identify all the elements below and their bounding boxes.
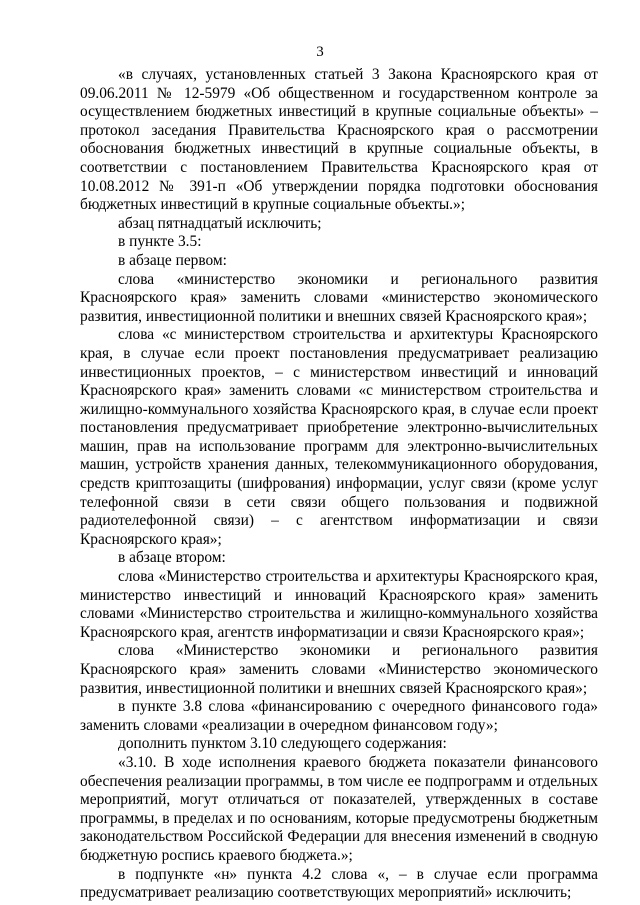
document-body xyxy=(80,66,598,903)
page-number: 3 xyxy=(316,44,324,60)
paragraph-3: в пункте 3.5: xyxy=(118,233,202,251)
paragraph-1: «в случаях, установленных статьей 3 Закона Красноярского края от 09.06.2011 № 12-5979 «Об общественном и государственном контроле за осуществлением бюджетных инвестиций в крупные социальные объекты» – протокол заседания Правительства Красноярского края о рассмотрении обоснования бюджетных инвестиций в крупные социальные объекты, в соответствии с постановлением Правительства Красноярского края от 10.08.2012 № 391-п «Об утверждении порядка подготовки обоснования бюджетных инвестиций в крупные социальные объекты.»; xyxy=(80,66,598,214)
paragraph-4: в абзаце первом: xyxy=(118,251,227,269)
paragraph-13: в подпункте «н» пункта 4.2 слова «, – в случае если программа предусматривает реализацию соответствующих мероприятий» исключить; xyxy=(80,865,598,902)
paragraph-8: слова «Министерство строительства и архитектуры Красноярского края, министерство инвестиций и инноваций Красноярского края» заменить словами «Министерство строительства и жилищно-коммунального хозяйства Красноярского края, агентств информатизации и связи Красноярского края»; xyxy=(80,568,598,641)
paragraph-7: в абзаце втором: xyxy=(118,549,226,567)
paragraph-12: «3.10. В ходе исполнения краевого бюджета показатели финансового обеспечения реализации программы, в том числе ее подпрограмм и отдельных мероприятий, могут отличаться от показателей, утвержденных в составе программы, в пределах и по основаниям, которые предусмотрены бюджетным законодательством Российской Федерации для внесения изменений в сводную бюджетную роспись краевого бюджета.»; xyxy=(80,753,598,864)
paragraph-10: в пункте 3.8 слова «финансированию с очередного финансового года» заменить словами «реализации в очередном финансовом году»; xyxy=(80,698,598,734)
paragraph-5: слова «министерство экономики и регионального развития Красноярского края» заменить словами «министерство экономического развития, инвестиционной политики и внешних связей Красноярского края»; xyxy=(80,270,598,325)
paragraph-2: абзац пятнадцатый исключить; xyxy=(118,214,322,232)
paragraph-11: дополнить пунктом 3.10 следующего содержания: xyxy=(118,735,447,753)
paragraph-6: слова «с министерством строительства и архитектуры Красноярского края, в случае если проект постановления предусматривает реализацию инвестиционных проектов, – с министерством инвестиций и инноваций Красноярского края» заменить словами «с министерством строительства и жилищно-коммунального хозяйства Красноярского края, в случае если проект постановления предусматривает приобретение электронно-вычислительных машин, прав на использование программ для электронно-вычислительных машин, устройств хранения данных, телекоммуникационного оборудования, средств криптозащиты (шифрования) информации, услуг связи (кроме услуг телефонной связи в сети связи общего пользования и подвижной радиотелефонной связи) – с агентством информатизации и связи Красноярского края»; xyxy=(80,326,598,548)
paragraph-9: слова «Министерство экономики и регионального развития Красноярского края» заменить словами «Министерство экономического развития, инвестиционной политики и внешних связей Красноярского края»; xyxy=(80,642,598,697)
